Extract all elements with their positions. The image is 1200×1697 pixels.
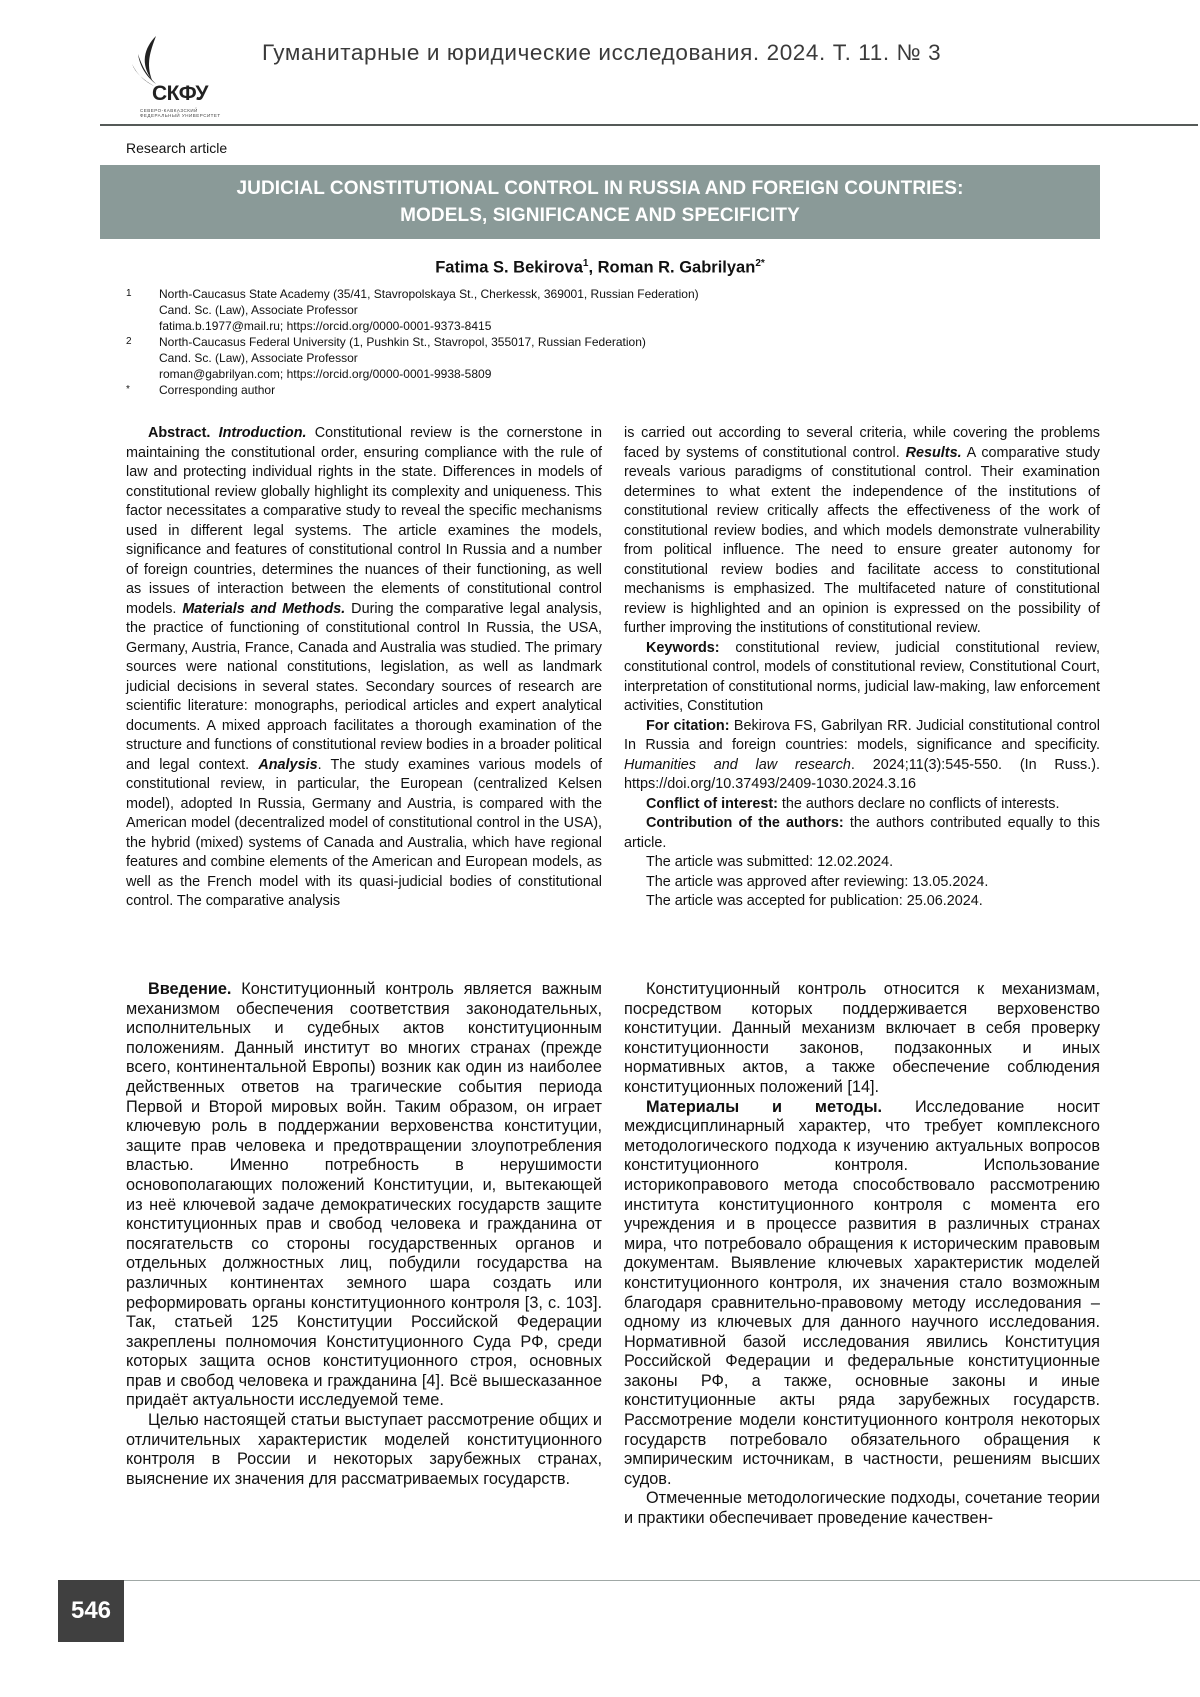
article-title-line-1: JUDICIAL CONSTITUTIONAL CONTROL IN RUSSIA AND FOREIGN COUNTRIES: (236, 178, 964, 199)
body-left-column (126, 980, 602, 1489)
approved-date: The article was approved after reviewing: 13.05.2024. (646, 873, 989, 890)
citation-text: Bekirova FS, Gabrilyan RR. Judicial constitutional control In Russia and foreign countries: models, significance and specificity. (624, 717, 1101, 753)
methods-label: Materials and Methods. (182, 600, 346, 617)
abstract-left-column (126, 424, 602, 912)
abstract-paragraph (126, 424, 602, 912)
abstract-right-column (624, 424, 1100, 912)
introduction-label: Introduction. (218, 425, 307, 441)
logo-text: СКФУ (152, 82, 208, 105)
citation-label: For citation: (646, 717, 730, 734)
methods-paragraph (624, 1098, 1100, 1490)
author-separator: , (588, 258, 598, 277)
logo-subtitle: СЕВЕРО-КАВКАЗСКИЙ ФЕДЕРАЛЬНЫЙ УНИВЕРСИТЕТ (140, 108, 221, 118)
affiliations (126, 286, 699, 398)
introduction-paragraph (126, 980, 602, 1411)
citation (624, 717, 1100, 795)
article-type: Research article (126, 140, 228, 156)
corresponding-mark: * (126, 384, 130, 395)
results-label: Results. (905, 444, 962, 461)
university-logo (126, 34, 226, 122)
methods-text: During the comparative legal analysis, the practice of functioning of constitutional control In Russia, the USA, Germany, Austria, France, Canada and Australia was studied. The primary sources were national constitutions, legislation, as well as landmark judicial decisions in several states. Secondary sources of research are scientific literature: monographs, periodical articles and expert analytical documents. A mixed approach facilitates a thorough examination of the structure and functions of constitutional review bodies in a broader political and legal context. (126, 600, 602, 773)
analysis-text: . The study examines various models of constitutional review, in particular, the European (centralized Kelsen model), adopted In Russia, Germany and Austria, is compared with the American model (decentralized model of constitutional control in the USA), the hybrid (mixed) systems of Canada and Australia, which have regional features and combine elements of the American and European models, as well as the French model with its quasi-judicial bodies of constitutional control. The comparative analysis (126, 756, 602, 909)
author-contribution (624, 814, 1100, 853)
introduction-body: Конституционный контроль является важным механизмом обеспечения соответствия законодательных, исполнительных и судебных актов конституционным положениям. Данный институт во многих странах (прежде всего, континентальной Европы) возник как один из наиболее действенных ответов на трагические события периода Первой и Второй мировых войн. Таким образом, он играет ключевую роль в поддержании верховенства конституции, защите прав человека и предотвращении злоупотребления властью. Именно потребность в нерушимости основополагающих положений Конституции, и, вытекающей из неё ключевой задаче демократических государств защите конституционных прав и свобод человека и гражданина от посягательств со стороны государственных органов и отдельных должностных лиц, побудили государства на различных континентах земного шара создать или реформировать органы конституционного контроля [3, с. 103]. Так, статьей 125 Конституции Российской Федерации закреплены полномочия Конституционного Суда РФ, среди которых защита основ конституционного строя, основных прав и свобод человека и гражданина [4]. Всё вышесказанное придаёт актуальности исследуемой теме. (126, 980, 602, 1410)
article-title-line-2: MODELS, SIGNIFICANCE AND SPECIFICITY (400, 205, 800, 226)
contribution-text: the authors contributed equally to this article. (624, 815, 1100, 851)
affiliation-mark: 1 (126, 288, 132, 299)
citation-journal: Humanities and law research (624, 756, 851, 773)
affiliation-institution: North-Caucasus State Academy (35/41, Stavropolskaya St., Cherkessk, 369001, Russian Federation) (159, 287, 699, 301)
affiliation-contact[interactable]: fatima.b.1977@mail.ru; https://orcid.org/0000-0001-9373-8415 (159, 319, 492, 333)
accepted-date: The article was accepted for publication: 25.06.2024. (646, 893, 983, 909)
affiliation-item (126, 286, 699, 334)
body-paragraph: Отмеченные методологические подходы, сочетание теории и практики обеспечивает проведение качествен- (624, 1489, 1100, 1528)
citation-doi[interactable]: . 2024;11(3):545-550. (In Russ.). https://doi.org/10.37493/2409-1030.2024.3.16 (624, 756, 1100, 792)
body-paragraph: Конституционный контроль относится к механизмам, посредством которых поддерживается верховенство конституции. Данный механизм включает в себя проверку конституционности законов, подзаконных и иных нормативных актов, а также обеспечение соблюдения конституционных положений [14]. (624, 980, 1100, 1096)
author-affiliation-mark: 1 (582, 258, 589, 269)
conflict-label: Conflict of interest: (646, 795, 778, 812)
keywords-label: Keywords: (646, 639, 720, 656)
author-affiliation-mark: 2* (755, 258, 765, 269)
conflict-text: the authors declare no conflicts of interests. (777, 795, 1060, 812)
corresponding-note: Corresponding author (159, 383, 276, 397)
analysis-label: Analysis (258, 756, 318, 773)
introduction-text: Constitutional review is the cornerstone in maintaining the constitutional order, ensuring compliance with the rule of law and protecting individual rights in the state. Differences in models of constitutional review globally highlight its complexity and uniqueness. This factor necessitates a comparative study to reveal the specific mechanisms used in different legal systems. The article examines the models, significance and features of constitutional control In Russia and a number of foreign countries, determines the nuances of their functioning, as well as issues of interaction between the elements of constitutional control models. (126, 425, 602, 617)
author-list (0, 258, 1200, 278)
methods-heading: Материалы и методы. (646, 1097, 883, 1116)
author-name: Fatima S. Bekirova (435, 258, 583, 277)
affiliation-item (126, 334, 699, 382)
affiliation-degree: Cand. Sc. (Law), Associate Professor (159, 303, 358, 317)
footer-divider (100, 1580, 1200, 1581)
keywords (624, 639, 1100, 717)
abstract-continued (624, 424, 1100, 639)
results-text: A comparative study reveals various paradigms of constitutional control. Their examination determines to what extent the independence of the institutions of constitutional review critically affects the effectiveness of the work of constitutional review bodies, and which models demonstrate vulnerability from political influence. The need to ensure greater autonomy for constitutional review bodies and facilitate access to constitutional mechanisms is emphasized. The multifaceted nature of constitutional review is highlighted and an opinion is expressed on the possibility of further improving the institutions of constitutional review. (624, 444, 1100, 636)
page-number: 546 (58, 1580, 124, 1642)
submitted-date: The article was submitted: 12.02.2024. (646, 854, 894, 870)
header-divider (100, 124, 1198, 126)
introduction-heading: Введение. (148, 980, 232, 998)
continued-text: is carried out according to several criteria, while covering the problems faced by systems of constitutional control. (624, 425, 1100, 461)
affiliation-mark: 2 (126, 336, 132, 347)
journal-title: Гуманитарные и юридические исследования. 2024. Т. 11. № 3 (262, 40, 942, 65)
affiliation-contact[interactable]: roman@gabrilyan.com; https://orcid.org/0000-0001-9938-5809 (159, 367, 492, 381)
conflict-of-interest (624, 795, 1100, 815)
abstract-label: Abstract. (148, 425, 211, 441)
title-banner (100, 165, 1100, 239)
affiliation-item (126, 382, 699, 398)
purpose-paragraph: Целью настоящей статьи выступает рассмотрение общих и отличительных характеристик моделей конституционного контроля в России и некоторых зарубежных странах, выяснение их значения для рассматриваемых государств. (126, 1411, 602, 1488)
contribution-label: Contribution of the authors: (646, 815, 844, 831)
author-name: Roman R. Gabrilyan (597, 258, 756, 277)
body-right-column (624, 980, 1100, 1529)
affiliation-institution: North-Caucasus Federal University (1, Pushkin St., Stavropol, 355017, Russian Federation) (159, 335, 646, 349)
affiliation-degree: Cand. Sc. (Law), Associate Professor (159, 351, 358, 365)
keywords-text: constitutional review, judicial constitutional review, constitutional control, models of constitutional review, Constitutional Court, interpretation of constitutional norms, judicial law-making, law enforcement activities, Constitution (624, 639, 1100, 714)
methods-body: Исследование носит междисциплинарный характер, что требует комплексного методологического подхода к изучению актуальных вопросов конституционного контроля. Использование историкоправового метода способствовало рассмотрению института конституционного контроля с момента его учреждения и в процессе развития в различных странах мира, что потребовало обращения к историческим правовым документам. Выявление ключевых характеристик моделей конституционного контроля, их значения стало возможным благодаря сравнительно-правовому методу исследования – одному из ключевых для данного научного исследования. Нормативной базой исследования явились Конституция Российской Федерации и федеральные конституционные законы РФ, а также, основные законы и иные конституционные акты ряда зарубежных государств. Рассмотрение модели конституционного контроля некоторых государств потребовало обязательного обращения к эмпирическим источникам, в частности, решениям высших судов. (624, 1097, 1101, 1488)
